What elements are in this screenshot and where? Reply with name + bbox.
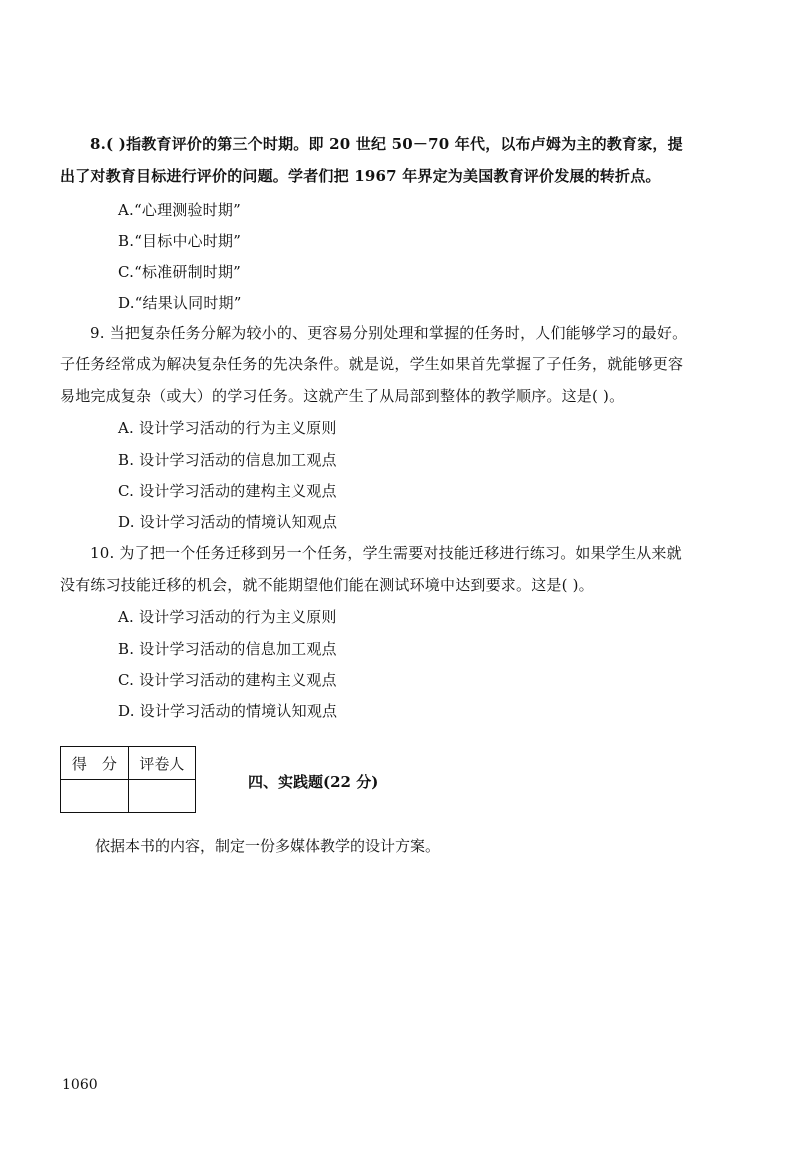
question-8-option-d: D.“结果认同时期” (118, 294, 242, 312)
question-10-line-2: 没有练习技能迁移的机会，就不能期望他们能在测试环境中达到要求。这是( )。 (60, 576, 594, 594)
grader-header: 评卷人 (128, 747, 195, 780)
score-table (60, 746, 196, 813)
question-10-option-c: C. 设计学习活动的建构主义观点 (118, 671, 337, 689)
question-9-line-2: 子任务经常成为解决复杂任务的先决条件。就是说，学生如果首先掌握了子任务，就能够更容 (60, 355, 684, 373)
question-9-option-b: B. 设计学习活动的信息加工观点 (118, 451, 337, 469)
question-8-option-b: B.“目标中心时期” (118, 232, 242, 250)
section-instruction: 依据本书的内容，制定一份多媒体教学的设计方案。 (95, 837, 441, 855)
question-9-line-1: 9. 当把复杂任务分解为较小的、更容易分别处理和掌握的任务时，人们能够学习的最好。 (90, 324, 688, 342)
score-cell (61, 780, 129, 813)
question-9-option-a: A. 设计学习活动的行为主义原则 (118, 419, 337, 437)
question-9-option-d: D. 设计学习活动的情境认知观点 (118, 513, 338, 531)
question-8-option-c: C.“标准研制时期” (118, 263, 242, 281)
grader-cell (128, 780, 195, 813)
question-10-option-a: A. 设计学习活动的行为主义原则 (118, 608, 337, 626)
page-number: 1060 (62, 1077, 98, 1093)
question-8-line-1: 8.( )指教育评价的第三个时期。即 20 世纪 50－70 年代，以布卢姆为主的教育家，提 (90, 135, 683, 153)
question-10-option-d: D. 设计学习活动的情境认知观点 (118, 702, 338, 720)
question-10-option-b: B. 设计学习活动的信息加工观点 (118, 640, 337, 658)
question-8-option-a: A.“心理测验时期” (118, 201, 241, 219)
question-10-line-1: 10. 为了把一个任务迁移到另一个任务，学生需要对技能迁移进行练习。如果学生从来就 (90, 544, 682, 562)
question-9-line-3: 易地完成复杂（或大）的学习任务。这就产生了从局部到整体的教学顺序。这是( )。 (60, 387, 625, 405)
question-8-line-2: 出了对教育目标进行评价的问题。学者们把 1967 年界定为美国教育评价发展的转折点。 (60, 167, 661, 185)
score-header: 得 分 (61, 747, 129, 780)
section-title: 四、实践题(22 分) (248, 773, 379, 791)
question-9-option-c: C. 设计学习活动的建构主义观点 (118, 482, 337, 500)
